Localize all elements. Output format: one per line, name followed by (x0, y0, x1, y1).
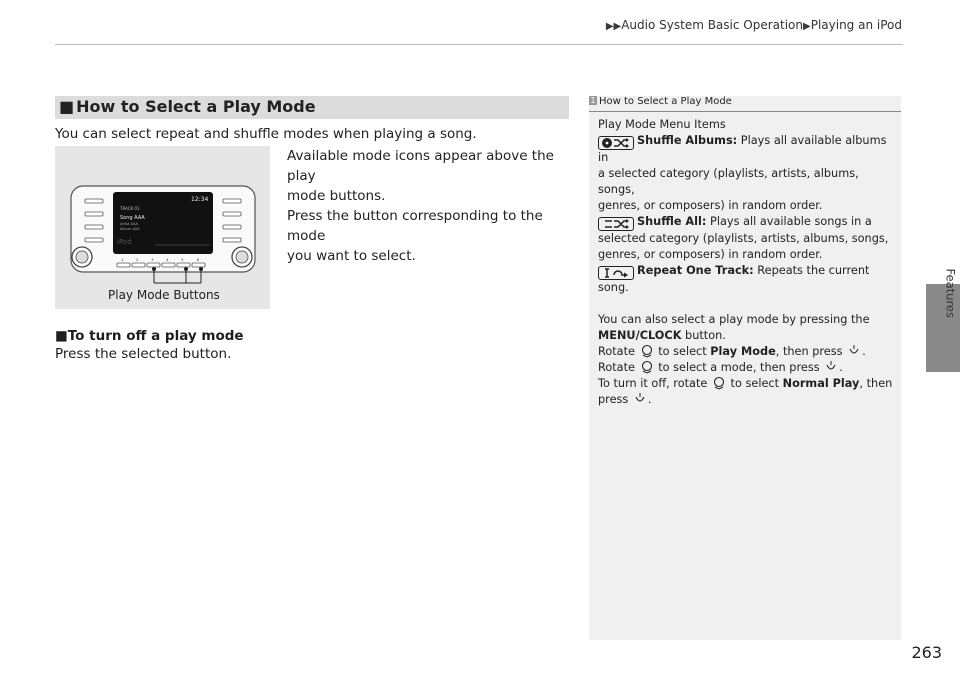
breadcrumb-item-ipod: Playing an iPod (810, 18, 902, 32)
audio-unit-figure (55, 146, 270, 309)
preset-number: 3 (151, 257, 154, 262)
breadcrumb-arrow-icon: ▶▶ (605, 21, 622, 32)
square-bullet-icon: ■ (59, 97, 75, 116)
subsection-body: Press the selected button. (55, 346, 232, 362)
side-note-header (589, 96, 901, 107)
subsection-title: ■To turn off a play mode (55, 328, 244, 344)
preset-number: 2 (136, 257, 139, 262)
intro-paragraph: You can select repeat and shuffle modes when playing a song. (55, 126, 477, 142)
preset-number: 6 (196, 257, 200, 262)
breadcrumb (606, 18, 902, 32)
side-note-body: Play Mode Menu Items Shuffle Albums: Plays all available albums in a selected category (playlists, artists, albums, songs, genres, or composers) in random order. Shuffle All: Plays all available songs in a selected category (playlists, artists, albums, songs, genres, or composers) in random order. Repeat One Track: Repeats the current song. You can also select a play mode by pressing the MENU/CLOCK button. Rotate to select Play Mode, then press . Rotate to select a mode, then press . To turn it off, rotate to select Normal Play, then press . (598, 117, 896, 408)
repeat-one-icon (598, 266, 634, 280)
screen-album: Album AAA (120, 227, 140, 231)
chapter-label: Features (943, 268, 957, 318)
press-knob-icon (633, 392, 647, 406)
rotate-instruction-2: Rotate to select a mode, then press . (598, 361, 843, 374)
page-number: 263 (911, 643, 942, 662)
shuffle-all-icon (598, 217, 634, 231)
preset-number: 4 (166, 257, 169, 262)
press-knob-icon (847, 344, 861, 358)
rotate-instruction-1: Rotate to select Play Mode, then press . (598, 345, 866, 358)
repeat-one-entry: Repeat One Track: Repeats the current song. (598, 264, 870, 294)
figure-caption: Play Mode Buttons (108, 288, 220, 302)
section-header (55, 96, 569, 119)
breadcrumb-item-audio: Audio System Basic Operation (621, 18, 804, 32)
shuffle-albums-entry: Shuffle Albums: Plays all available albums in (598, 134, 887, 164)
shuffle-all-entry: Shuffle All: Plays all available songs in a (598, 214, 896, 231)
screen-track-number: TRACK 01 (120, 206, 140, 211)
screen-ipod-logo: iPod (117, 238, 132, 246)
note-marker-icon: 1 (590, 96, 596, 105)
mode-description: Available mode icons appear above the play mode buttons. Press the button corresponding to the mode you want to select. (287, 148, 554, 264)
square-bullet-icon: ■ (55, 328, 68, 344)
screen-clock: 12:34 (191, 196, 209, 203)
shuffle-albums-icon (598, 136, 634, 150)
preset-number: 5 (181, 257, 184, 262)
menu-items-heading: Play Mode Menu Items (598, 118, 726, 131)
turn-off-instruction: To turn it off, rotate to select Normal Play, then (598, 377, 893, 390)
preset-number: 1 (121, 257, 124, 262)
section-title: ■ How to Select a Play Mode (59, 97, 316, 116)
press-knob-icon (824, 360, 838, 374)
side-note-heading: How to Select a Play Mode (599, 96, 732, 107)
selector-knob-icon (712, 376, 726, 390)
selector-knob-icon (640, 344, 654, 358)
header-divider (55, 44, 903, 45)
breadcrumb-arrow-icon: ▶ (803, 21, 811, 32)
selector-knob-icon (640, 360, 654, 374)
screen-song: Song AAA (120, 215, 145, 221)
side-note-divider (589, 111, 901, 112)
screen-artist: Artist AAA (120, 222, 138, 226)
audio-unit-illustration (55, 146, 270, 309)
